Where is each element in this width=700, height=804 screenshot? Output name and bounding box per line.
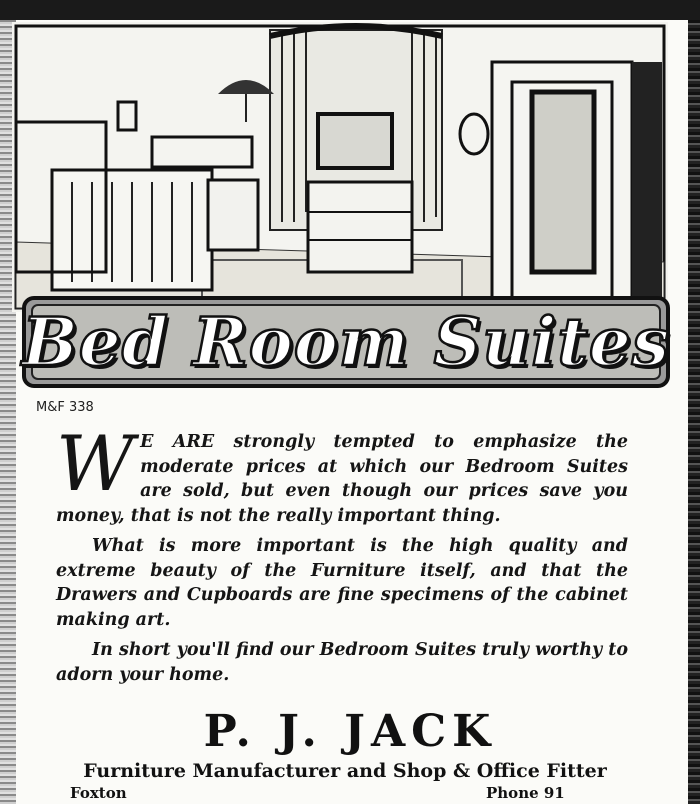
banner — [22, 296, 670, 388]
business-tagline: Furniture Manufacturer and Shop & Office Fitter — [83, 760, 607, 782]
top-border — [0, 0, 700, 20]
advert-body — [56, 419, 628, 693]
business-town: Foxton — [70, 784, 127, 802]
drop-cap: W — [56, 419, 135, 508]
paragraph-3: In short you'll find our Bedroom Suites truly worthy to adorn your home. — [56, 640, 628, 685]
paragraph-1 — [56, 419, 628, 528]
right-scan-edge — [688, 20, 700, 804]
paragraph-2: What is more important is the high quality and extreme beauty of the Furniture itself, and that the Drawers and Cupboards are fine specimens of the cabinet making art. — [56, 536, 628, 630]
business-name: P. J. JACK — [203, 706, 497, 757]
reference-code: M&F 338 — [36, 400, 94, 415]
bedroom-illustration — [12, 22, 668, 312]
banner-title: Bed Room Suites — [22, 303, 670, 381]
paragraph-1-text: E ARE strongly tempted to emphasize the moderate prices at which our Bedroom Suites are sold, but even though our prices save you money, that is not the really important thing. — [56, 432, 628, 526]
business-phone: Phone 91 — [486, 784, 565, 802]
